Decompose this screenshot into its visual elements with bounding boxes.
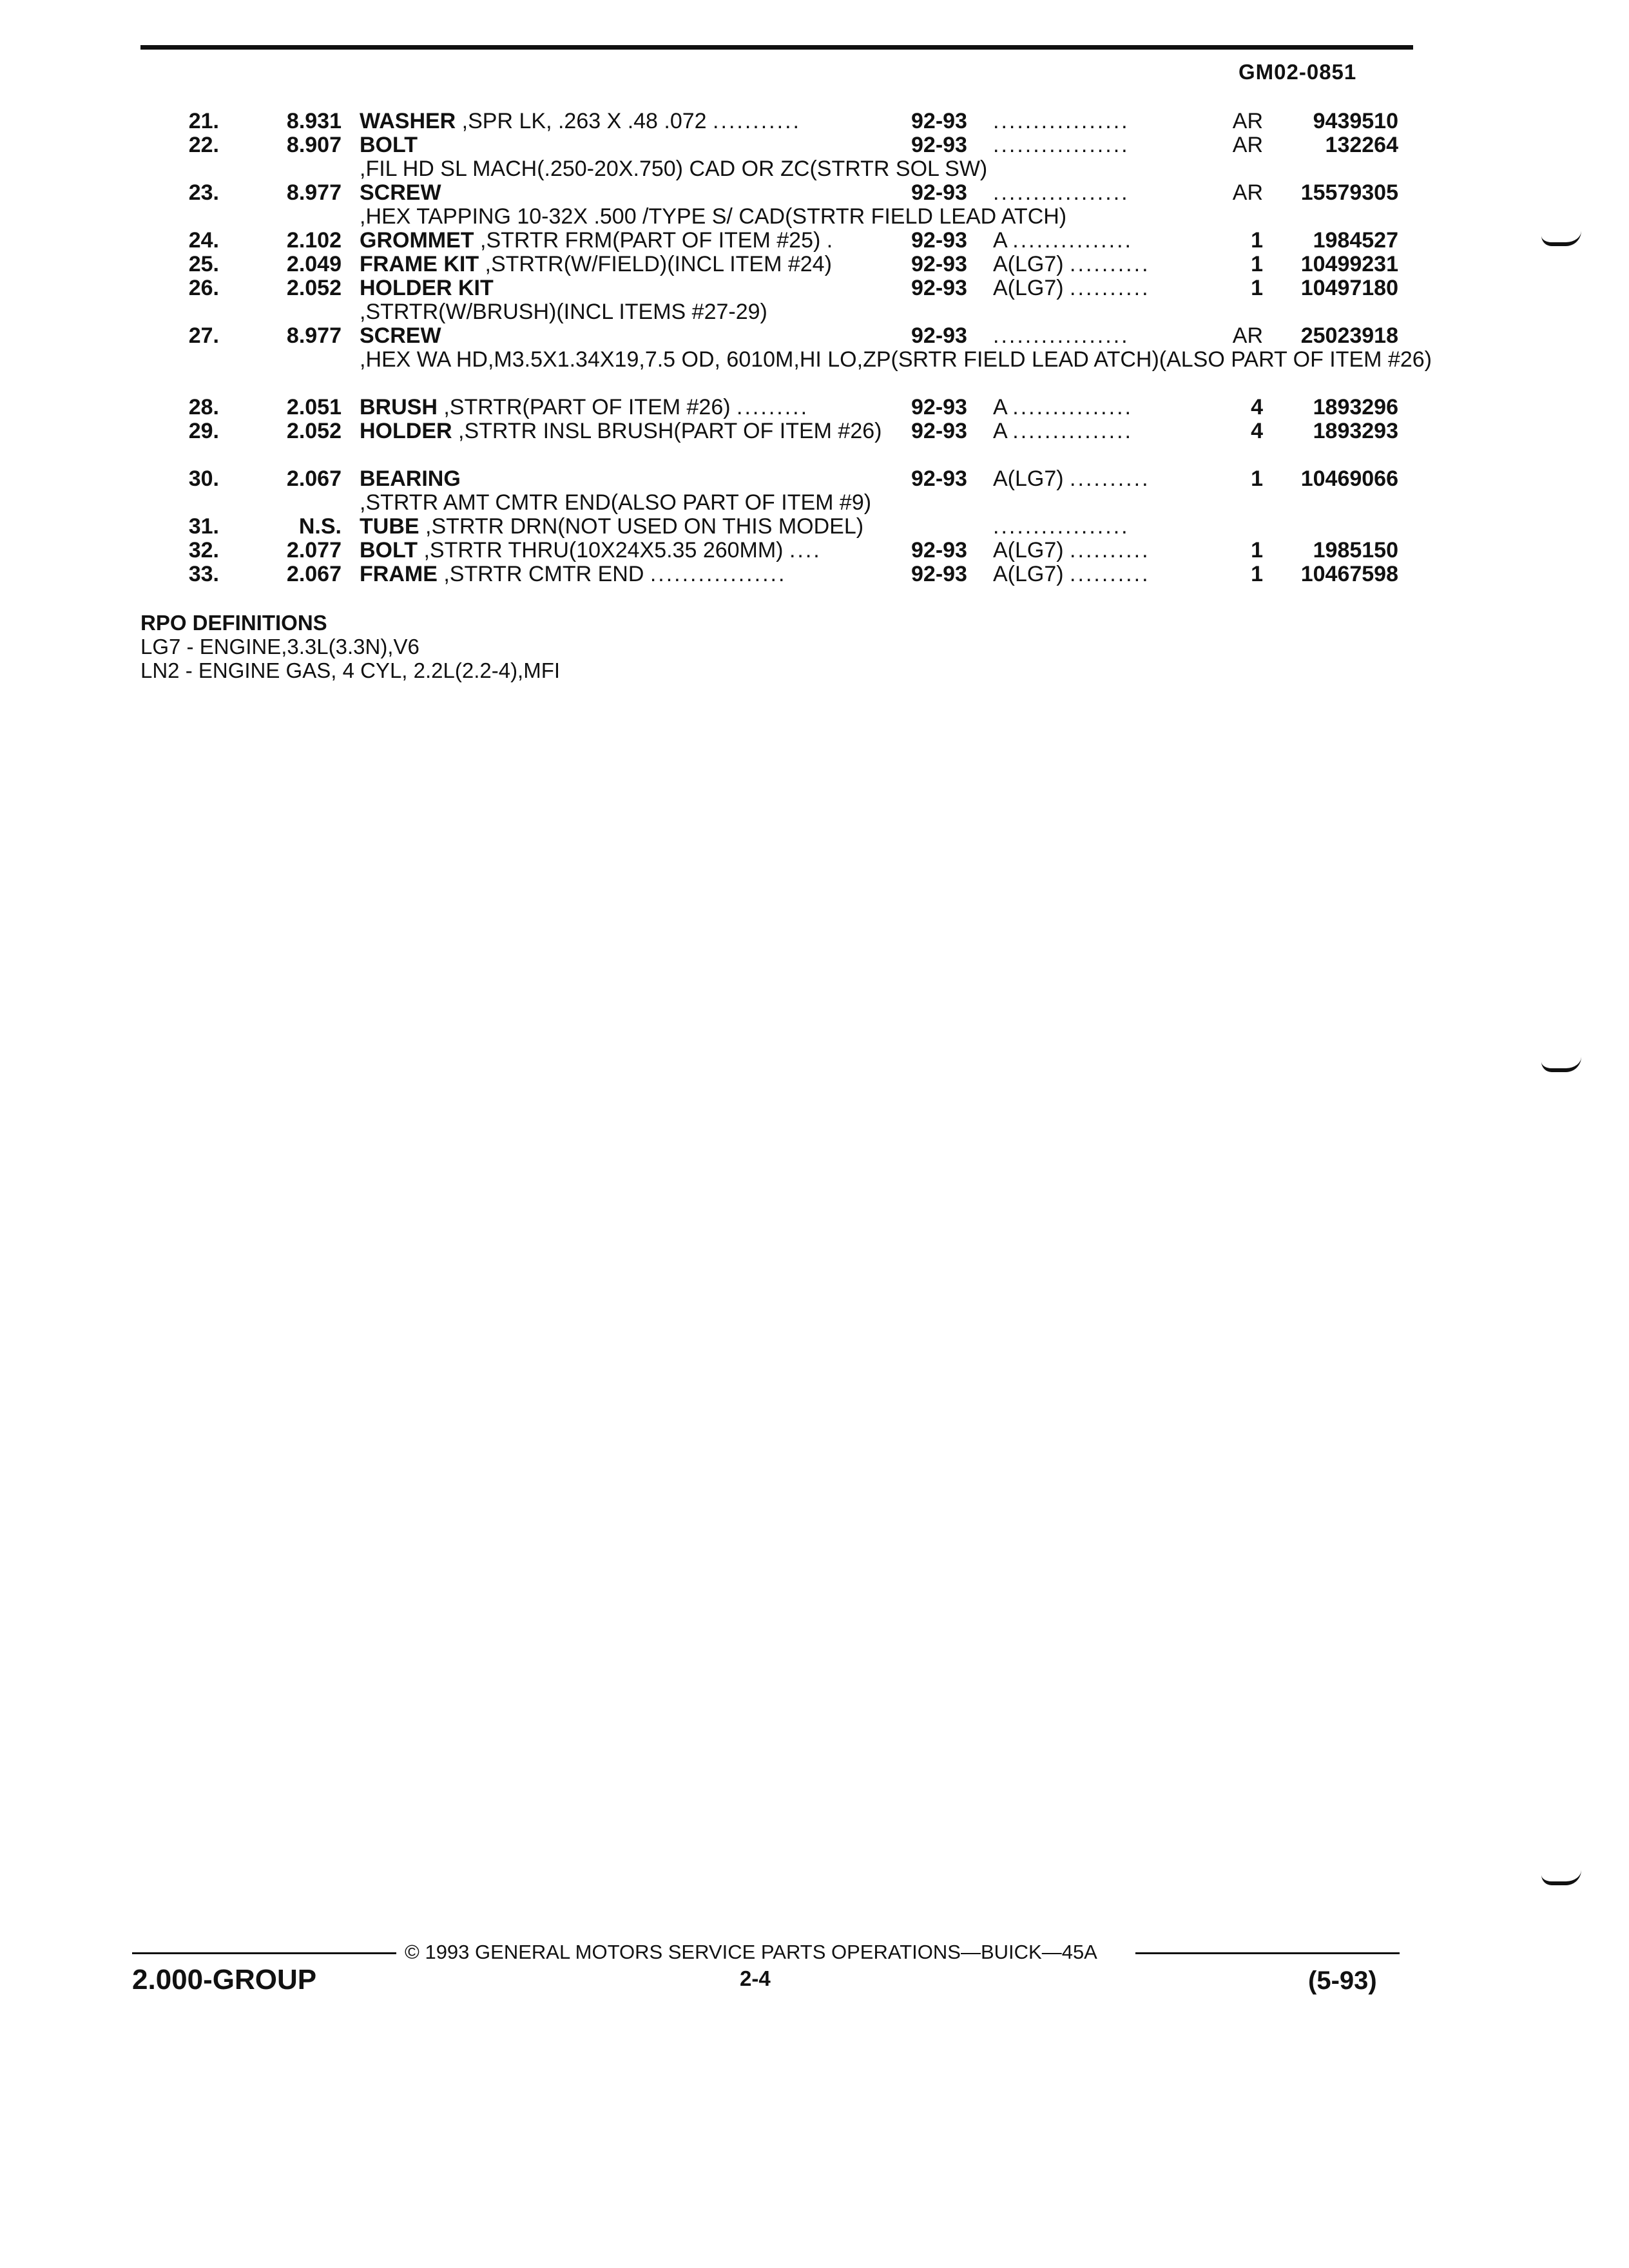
binding-mark <box>1541 1057 1581 1072</box>
item-number: 25. <box>188 252 219 276</box>
parts-row <box>0 419 1629 467</box>
rpo-code: A(LG7) .......... <box>993 538 1150 562</box>
model-years: 92-93 <box>911 180 967 205</box>
item-number: 26. <box>188 276 219 300</box>
part-name: HOLDER KIT <box>360 276 494 300</box>
model-years: 92-93 <box>911 538 967 562</box>
footer-rule <box>132 1952 396 1954</box>
part-description <box>360 515 904 539</box>
item-number: 30. <box>188 466 219 491</box>
part-name: BEARING <box>360 466 461 491</box>
group-label: 2.000-GROUP <box>132 1964 317 1995</box>
leader-dots: ................. <box>650 562 787 586</box>
part-desc-text: ,STRTR DRN(NOT USED ON THIS MODEL) <box>419 514 864 539</box>
quantity: 1 <box>1251 466 1263 491</box>
part-description <box>360 539 904 562</box>
part-name: TUBE <box>360 514 419 539</box>
part-name: BRUSH <box>360 395 438 419</box>
part-desc-text: ,STRTR CMTR END <box>437 562 644 586</box>
rpo-line: LN2 - ENGINE GAS, 4 CYL, 2.2L(2.2-4),MFI <box>140 658 561 682</box>
part-desc-text: ,STRTR INSL BRUSH(PART OF ITEM #26) <box>452 419 882 443</box>
part-number: 10499231 <box>1300 252 1398 276</box>
model-years: 92-93 <box>911 252 967 276</box>
item-number: 27. <box>188 323 219 348</box>
group-number: 2.052 <box>286 276 342 300</box>
rpo-code: ................. <box>993 323 1130 348</box>
rpo-heading: RPO DEFINITIONS <box>140 611 327 635</box>
item-number: 28. <box>188 395 219 419</box>
part-desc-text: ,STRTR FRM(PART OF ITEM #25) <box>474 228 821 253</box>
group-number: N.S. <box>298 514 342 539</box>
leader-dots: .... <box>789 538 822 562</box>
model-years: 92-93 <box>911 562 967 586</box>
parts-row <box>0 110 1629 133</box>
group-number: 2.102 <box>286 228 342 253</box>
leader-dots: ........... <box>713 109 801 133</box>
item-number: 22. <box>188 133 219 157</box>
group-number: 2.067 <box>286 562 342 586</box>
rpo-code: A(LG7) .......... <box>993 252 1150 276</box>
part-desc-text: ,STRTR(W/FIELD)(INCL ITEM #24) <box>479 252 832 276</box>
part-number: 10497180 <box>1300 276 1398 300</box>
group-number: 2.051 <box>286 395 342 419</box>
part-desc-text: ,STRTR(W/BRUSH)(INCL ITEMS #27-29) <box>360 300 767 324</box>
part-name: SCREW <box>360 323 441 348</box>
doc-code: GM02-0851 <box>1239 60 1357 84</box>
part-number: 15579305 <box>1300 180 1398 205</box>
model-years: 92-93 <box>911 419 967 443</box>
rpo-line: LG7 - ENGINE,3.3L(3.3N),V6 <box>140 635 419 658</box>
part-number: 1985150 <box>1313 538 1398 562</box>
part-name: BOLT <box>360 538 418 562</box>
parts-row <box>0 229 1629 253</box>
group-number: 2.052 <box>286 419 342 443</box>
quantity: AR <box>1232 180 1263 205</box>
parts-row <box>0 181 1629 229</box>
part-desc-text: ,SPR LK, .263 X .48 .072 <box>456 109 707 133</box>
model-years: 92-93 <box>911 395 967 419</box>
footer-rule <box>1135 1952 1400 1954</box>
parts-list <box>0 110 1629 586</box>
part-description <box>360 253 904 276</box>
quantity: 4 <box>1251 395 1263 419</box>
item-number: 21. <box>188 109 219 133</box>
parts-row <box>0 324 1629 396</box>
rpo-code: ................. <box>993 514 1130 539</box>
part-number: 10467598 <box>1300 562 1398 586</box>
quantity: 1 <box>1251 538 1263 562</box>
rpo-code: A(LG7) .......... <box>993 276 1150 300</box>
parts-row <box>0 515 1629 539</box>
part-number: 1984527 <box>1313 228 1398 253</box>
part-number: 132264 <box>1325 133 1398 157</box>
item-number: 23. <box>188 180 219 205</box>
rpo-code: A ............... <box>993 419 1133 443</box>
part-description <box>360 229 904 253</box>
group-number: 2.067 <box>286 466 342 491</box>
part-name: SCREW <box>360 180 441 205</box>
group-number: 8.907 <box>286 133 342 157</box>
model-years: 92-93 <box>911 466 967 491</box>
quantity: 1 <box>1251 562 1263 586</box>
model-years: 92-93 <box>911 228 967 253</box>
binding-mark <box>1541 1870 1581 1885</box>
part-name: BOLT <box>360 133 418 157</box>
group-number: 2.049 <box>286 252 342 276</box>
rpo-code: ................. <box>993 133 1130 157</box>
part-description <box>360 276 904 324</box>
rpo-code: ................. <box>993 180 1130 205</box>
part-description <box>360 396 904 419</box>
group-number: 8.977 <box>286 323 342 348</box>
model-years: 92-93 <box>911 276 967 300</box>
parts-row <box>0 253 1629 276</box>
part-desc-text: ,STRTR(PART OF ITEM #26) <box>437 395 731 419</box>
part-number: 1893293 <box>1313 419 1398 443</box>
item-number: 31. <box>188 514 219 539</box>
quantity: AR <box>1232 109 1263 133</box>
quantity: 4 <box>1251 419 1263 443</box>
parts-row <box>0 276 1629 324</box>
part-desc-text: ,FIL HD SL MACH(.250-20X.750) CAD OR ZC(STRTR SOL SW) <box>360 157 988 181</box>
part-description <box>360 467 904 515</box>
part-name: GROMMET <box>360 228 474 253</box>
part-description <box>360 419 904 443</box>
group-number: 8.977 <box>286 180 342 205</box>
part-number: 9439510 <box>1313 109 1398 133</box>
model-years: 92-93 <box>911 133 967 157</box>
part-number: 1893296 <box>1313 395 1398 419</box>
item-number: 29. <box>188 419 219 443</box>
rpo-code: A(LG7) .......... <box>993 562 1150 586</box>
group-number: 8.931 <box>286 109 342 133</box>
quantity: 1 <box>1251 228 1263 253</box>
group-number: 2.077 <box>286 538 342 562</box>
part-name: HOLDER <box>360 419 452 443</box>
rpo-code: ................. <box>993 109 1130 133</box>
part-number: 25023918 <box>1300 323 1398 348</box>
part-desc-text: ,HEX WA HD,M3.5X1.34X19,7.5 OD, 6010M,HI LO,ZP(SRTR FIELD LEAD ATCH)(ALSO PART OF ITEM #26) <box>360 347 1432 372</box>
model-years: 92-93 <box>911 109 967 133</box>
item-number: 33. <box>188 562 219 586</box>
rpo-code: A ............... <box>993 395 1133 419</box>
parts-row <box>0 562 1629 586</box>
part-desc-text: ,STRTR AMT CMTR END(ALSO PART OF ITEM #9) <box>360 490 872 515</box>
quantity: AR <box>1232 323 1263 348</box>
leader-dots: ......... <box>737 395 809 419</box>
revision-date: (5-93) <box>1308 1966 1377 1995</box>
part-desc-text: ,STRTR THRU(10X24X5.35 260MM) <box>418 538 784 562</box>
part-desc-text: ,HEX TAPPING 10-32X .500 /TYPE S/ CAD(STRTR FIELD LEAD ATCH) <box>360 204 1067 229</box>
model-years: 92-93 <box>911 323 967 348</box>
part-description <box>360 110 904 133</box>
parts-row <box>0 396 1629 419</box>
rpo-code: A ............... <box>993 228 1133 253</box>
part-number: 10469066 <box>1300 466 1398 491</box>
rpo-definitions <box>140 611 560 682</box>
top-rule <box>140 45 1413 50</box>
copyright-notice: © 1993 GENERAL MOTORS SERVICE PARTS OPERATIONS—BUICK—45A <box>405 1941 1097 1963</box>
part-description <box>360 562 904 586</box>
parts-row <box>0 467 1629 515</box>
quantity: 1 <box>1251 252 1263 276</box>
rpo-code: A(LG7) .......... <box>993 466 1150 491</box>
part-name: WASHER <box>360 109 456 133</box>
part-name: FRAME KIT <box>360 252 479 276</box>
parts-row <box>0 133 1629 181</box>
item-number: 24. <box>188 228 219 253</box>
leader-dots: . <box>826 228 835 253</box>
quantity: AR <box>1232 133 1263 157</box>
quantity: 1 <box>1251 276 1263 300</box>
parts-row <box>0 539 1629 562</box>
part-name: FRAME <box>360 562 438 586</box>
page-number: 2-4 <box>740 1966 771 1990</box>
item-number: 32. <box>188 538 219 562</box>
